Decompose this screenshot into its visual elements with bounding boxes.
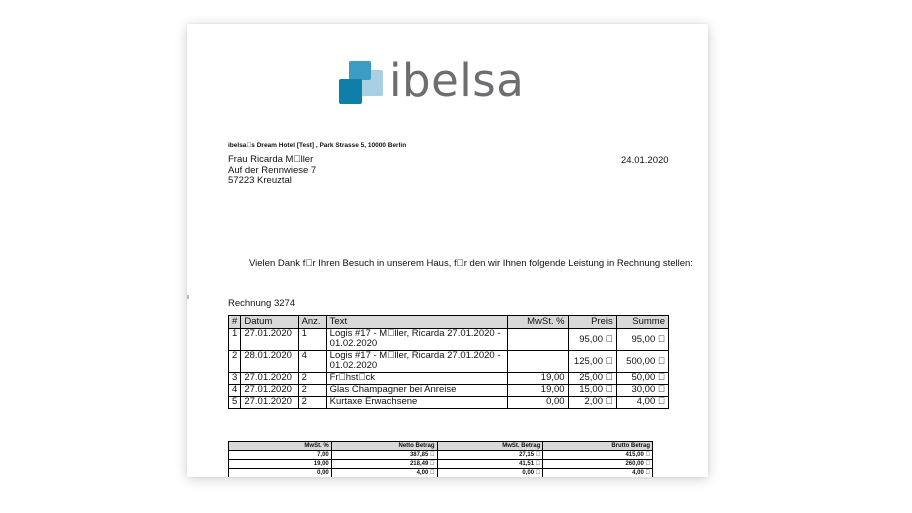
- cell: 28.01.2020: [241, 351, 298, 373]
- cell: 30,00  : [616, 385, 668, 397]
- table-header-row: [229, 316, 669, 329]
- table-row: [229, 397, 669, 409]
- cell: 2: [298, 373, 326, 385]
- cell: [508, 351, 568, 373]
- fold-mark: [187, 295, 189, 299]
- cell: 15,00  : [568, 385, 616, 397]
- table-row: [229, 451, 653, 460]
- col-header: MwSt. %: [508, 316, 568, 329]
- company-logo: [339, 54, 539, 107]
- recipient-name: Frau Ricarda M ller: [228, 154, 314, 165]
- recipient-city: 57223 Kreuztal: [228, 175, 292, 186]
- cell: 0,00: [508, 397, 568, 409]
- cell: 7,00: [229, 451, 332, 460]
- cell: 500,00  : [616, 351, 668, 373]
- cell: Logis #17 - M ller, Ricarda 27.01.2020 - 01.02.2020: [326, 329, 508, 351]
- cell: 4,00  : [331, 469, 437, 478]
- invoice-date: 24.01.2020: [621, 155, 669, 166]
- cell: 2: [298, 397, 326, 409]
- cell: 19,00: [508, 385, 568, 397]
- cell: 4: [229, 385, 241, 397]
- cell: Kurtaxe Erwachsene: [326, 397, 508, 409]
- cell: Glas Champagner bei Anreise: [326, 385, 508, 397]
- cell: 5: [229, 397, 241, 409]
- cell: 387,85  : [331, 451, 437, 460]
- cell: 2,00  : [568, 397, 616, 409]
- cell: Fr hst ck: [326, 373, 508, 385]
- col-header: Text: [326, 316, 508, 329]
- cell: 41,51  : [437, 460, 543, 469]
- recipient-address: [228, 155, 316, 187]
- table-row: [229, 329, 669, 351]
- table-header-row: [229, 442, 653, 451]
- cell: 4,00  : [543, 469, 653, 478]
- col-header: MwSt. %: [229, 442, 332, 451]
- cell: 50,00  : [616, 373, 668, 385]
- cell: 1: [298, 329, 326, 351]
- cell: 2: [229, 351, 241, 373]
- table-row: [229, 460, 653, 469]
- cell: Logis #17 - M ller, Ricarda 27.01.2020 - 01.02.2020: [326, 351, 508, 373]
- col-header: MwSt. Betrag: [437, 442, 543, 451]
- cell: 1: [229, 329, 241, 351]
- col-header: Summe: [616, 316, 668, 329]
- cell: 27,15  : [437, 451, 543, 460]
- invoice-number: Rechnung 3274: [228, 298, 296, 309]
- col-header: Datum: [241, 316, 298, 329]
- col-header: Brutto Betrag: [543, 442, 653, 451]
- cell: 27.01.2020: [241, 397, 298, 409]
- cell: 0,00  : [437, 469, 543, 478]
- cell: 415,00  : [543, 451, 653, 460]
- table-row: [229, 469, 653, 478]
- intro-text: Vielen Dank f r Ihren Besuch in unserem Haus, f r den wir Ihnen folgende Leistung in Rechnung stellen:: [249, 258, 693, 269]
- cell: 218,49  : [331, 460, 437, 469]
- cell: 25,00  : [568, 373, 616, 385]
- overlapping-squares-icon: [339, 60, 383, 104]
- cell: 95,00  : [616, 329, 668, 351]
- cell: 0,00: [229, 469, 332, 478]
- col-header: Preis: [568, 316, 616, 329]
- recipient-street: Auf der Rennwiese 7: [228, 164, 317, 176]
- table-row: [229, 385, 669, 397]
- invoice-page: [187, 24, 708, 477]
- cell: 260,00  : [543, 460, 653, 469]
- cell: 19,00: [229, 460, 332, 469]
- cell: 27.01.2020: [241, 373, 298, 385]
- cell: 19,00: [508, 373, 568, 385]
- cell: 27.01.2020: [241, 329, 298, 351]
- cell: 3: [229, 373, 241, 385]
- line-items-table: [228, 315, 669, 409]
- cell: 4,00  : [616, 397, 668, 409]
- cell: 27.01.2020: [241, 385, 298, 397]
- sender-line: ibelsa s Dream Hotel [Test] , Park Strasse 5, 10000 Berlin: [228, 142, 407, 149]
- cell: 95,00  : [568, 329, 616, 351]
- col-header: Anz.: [298, 316, 326, 329]
- table-row: [229, 373, 669, 385]
- col-header: #: [229, 316, 241, 329]
- logo-wordmark: ibelsa: [389, 54, 525, 107]
- tax-summary-table: [228, 441, 653, 477]
- cell: 4: [298, 351, 326, 373]
- cell: [508, 329, 568, 351]
- cell: 2: [298, 385, 326, 397]
- table-row: [229, 351, 669, 373]
- col-header: Netto Betrag: [331, 442, 437, 451]
- cell: 125,00  : [568, 351, 616, 373]
